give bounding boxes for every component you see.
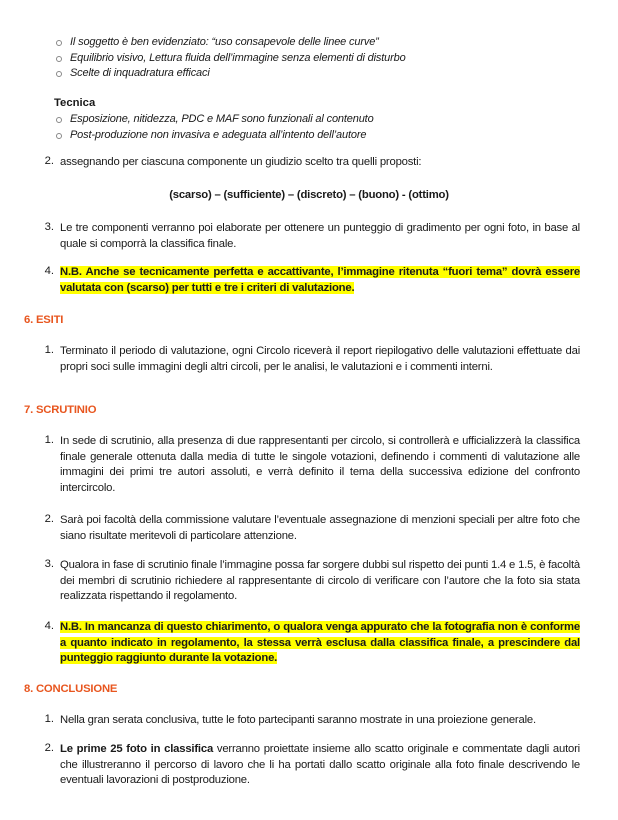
item-number: 4. xyxy=(44,620,54,632)
criterion-item xyxy=(56,35,406,51)
criterion-item xyxy=(56,66,406,82)
item-text: Le tre componenti verranno poi elaborate per ottenere un punteggio di gradimento per ogni foto, in base al quale si comporrà la classifica finale. xyxy=(60,222,580,250)
item-text: Nella gran serata conclusiva, tutte le foto partecipanti saranno mostrate in una proiezione generale. xyxy=(60,714,536,726)
criterion-item xyxy=(56,112,374,128)
item-number: 2. xyxy=(44,513,54,525)
item-text: assegnando per ciascuna componente un giudizio scelto tra quelli proposti: xyxy=(60,156,422,168)
criterion-text: Equilibrio visivo, Lettura fluida dell’immagine senza elementi di disturbo xyxy=(70,51,406,64)
hollow-bullet-icon xyxy=(56,56,62,62)
criterion-text: Scelte di inquadratura efficaci xyxy=(70,67,210,79)
criterion-text: Post-produzione non invasiva e adeguata all’intento dell’autore xyxy=(70,128,367,141)
rating-scale: (scarso) – (sufficiente) – (discreto) – (buono) - (ottimo) xyxy=(169,189,449,201)
item-number: 2. xyxy=(44,155,54,167)
item-text: In sede di scrutinio, alla presenza di due rappresentanti per circolo, si controllerà e ufficializzerà la classifica finale generale ottenuta dalla media di tutte le singole votazioni, definendo i commenti di valutazione alle immagini dei primi tre autori assoluti, e verrà definito il tema della successiva edizione del confronto intercircolo. xyxy=(60,435,580,494)
item-text: Sarà poi facoltà della commissione valutare l’eventuale assegnazione di menzioni speciali per altre foto che siano risultate meritevoli di particolare attenzione. xyxy=(60,514,580,542)
highlighted-note: N.B. Anche se tecnicamente perfetta e accattivante, l’immagine ritenuta “fuori tema” dovrà essere valutata con (scarso) per tutti e tre i criteri di valutazione. xyxy=(60,266,580,294)
item-number: 3. xyxy=(44,558,54,570)
item-number: 3. xyxy=(44,221,54,233)
item-body-text: verranno proiettate insieme allo scatto originale e commentate dagli autori che illustreranno il percorso di lavoro che li ha portati dallo scatto originale alla foto finale descrivendo le eventuali lavorazioni di postproduzione. xyxy=(60,743,580,786)
item-number: 1. xyxy=(44,713,54,725)
tecnica-heading: Tecnica xyxy=(54,97,96,109)
bold-lead-text: Le prime 25 foto in classifica xyxy=(60,743,214,755)
criterion-text: Il soggetto è ben evidenziato: “uso consapevole delle linee curve” xyxy=(70,36,379,48)
section-heading-scrutinio: 7. SCRUTINIO xyxy=(24,404,97,416)
item-text: Qualora in fase di scrutinio finale l’immagine possa far sorgere dubbi sul rispetto dei punti 1.4 e 1.5, è facoltà dei membri di scrutinio richiedere al rappresentante di circolo di verificare con l’autore che la foto sia stata realizzata rispettando il regolamento. xyxy=(60,559,580,602)
composition-criteria-list xyxy=(56,35,406,82)
criterion-item xyxy=(56,51,406,67)
item-text: Terminato il periodo di valutazione, ogni Circolo riceverà il report riepilogativo delle valutazioni effettuate dai propri soci sulle immagini degli altri circoli, per le analisi, le valutazioni e i commenti interni. xyxy=(60,345,580,373)
item-number: 1. xyxy=(44,344,54,356)
criterion-item xyxy=(56,128,374,144)
item-text xyxy=(60,265,580,296)
tecnica-criteria-list xyxy=(56,112,374,143)
hollow-bullet-icon xyxy=(56,117,62,123)
section-heading-esiti: 6. ESITI xyxy=(24,314,64,326)
item-number: 4. xyxy=(44,265,54,277)
hollow-bullet-icon xyxy=(56,133,62,139)
section-heading-conclusione: 8. CONCLUSIONE xyxy=(24,683,118,695)
criterion-text: Esposizione, nitidezza, PDC e MAF sono funzionali al contenuto xyxy=(70,113,374,125)
highlighted-note: N.B. In mancanza di questo chiarimento, o qualora venga appurato che la fotografia non è conforme a quanto indicato in regolamento, la stessa verrà esclusa dalla classifica finale, a prescindere dal punteggio raggiunto durante la votazione. xyxy=(60,621,580,664)
hollow-bullet-icon xyxy=(56,40,62,46)
item-text xyxy=(60,742,580,789)
item-number: 1. xyxy=(44,434,54,446)
hollow-bullet-icon xyxy=(56,71,62,77)
item-text xyxy=(60,620,580,667)
item-number: 2. xyxy=(44,742,54,754)
